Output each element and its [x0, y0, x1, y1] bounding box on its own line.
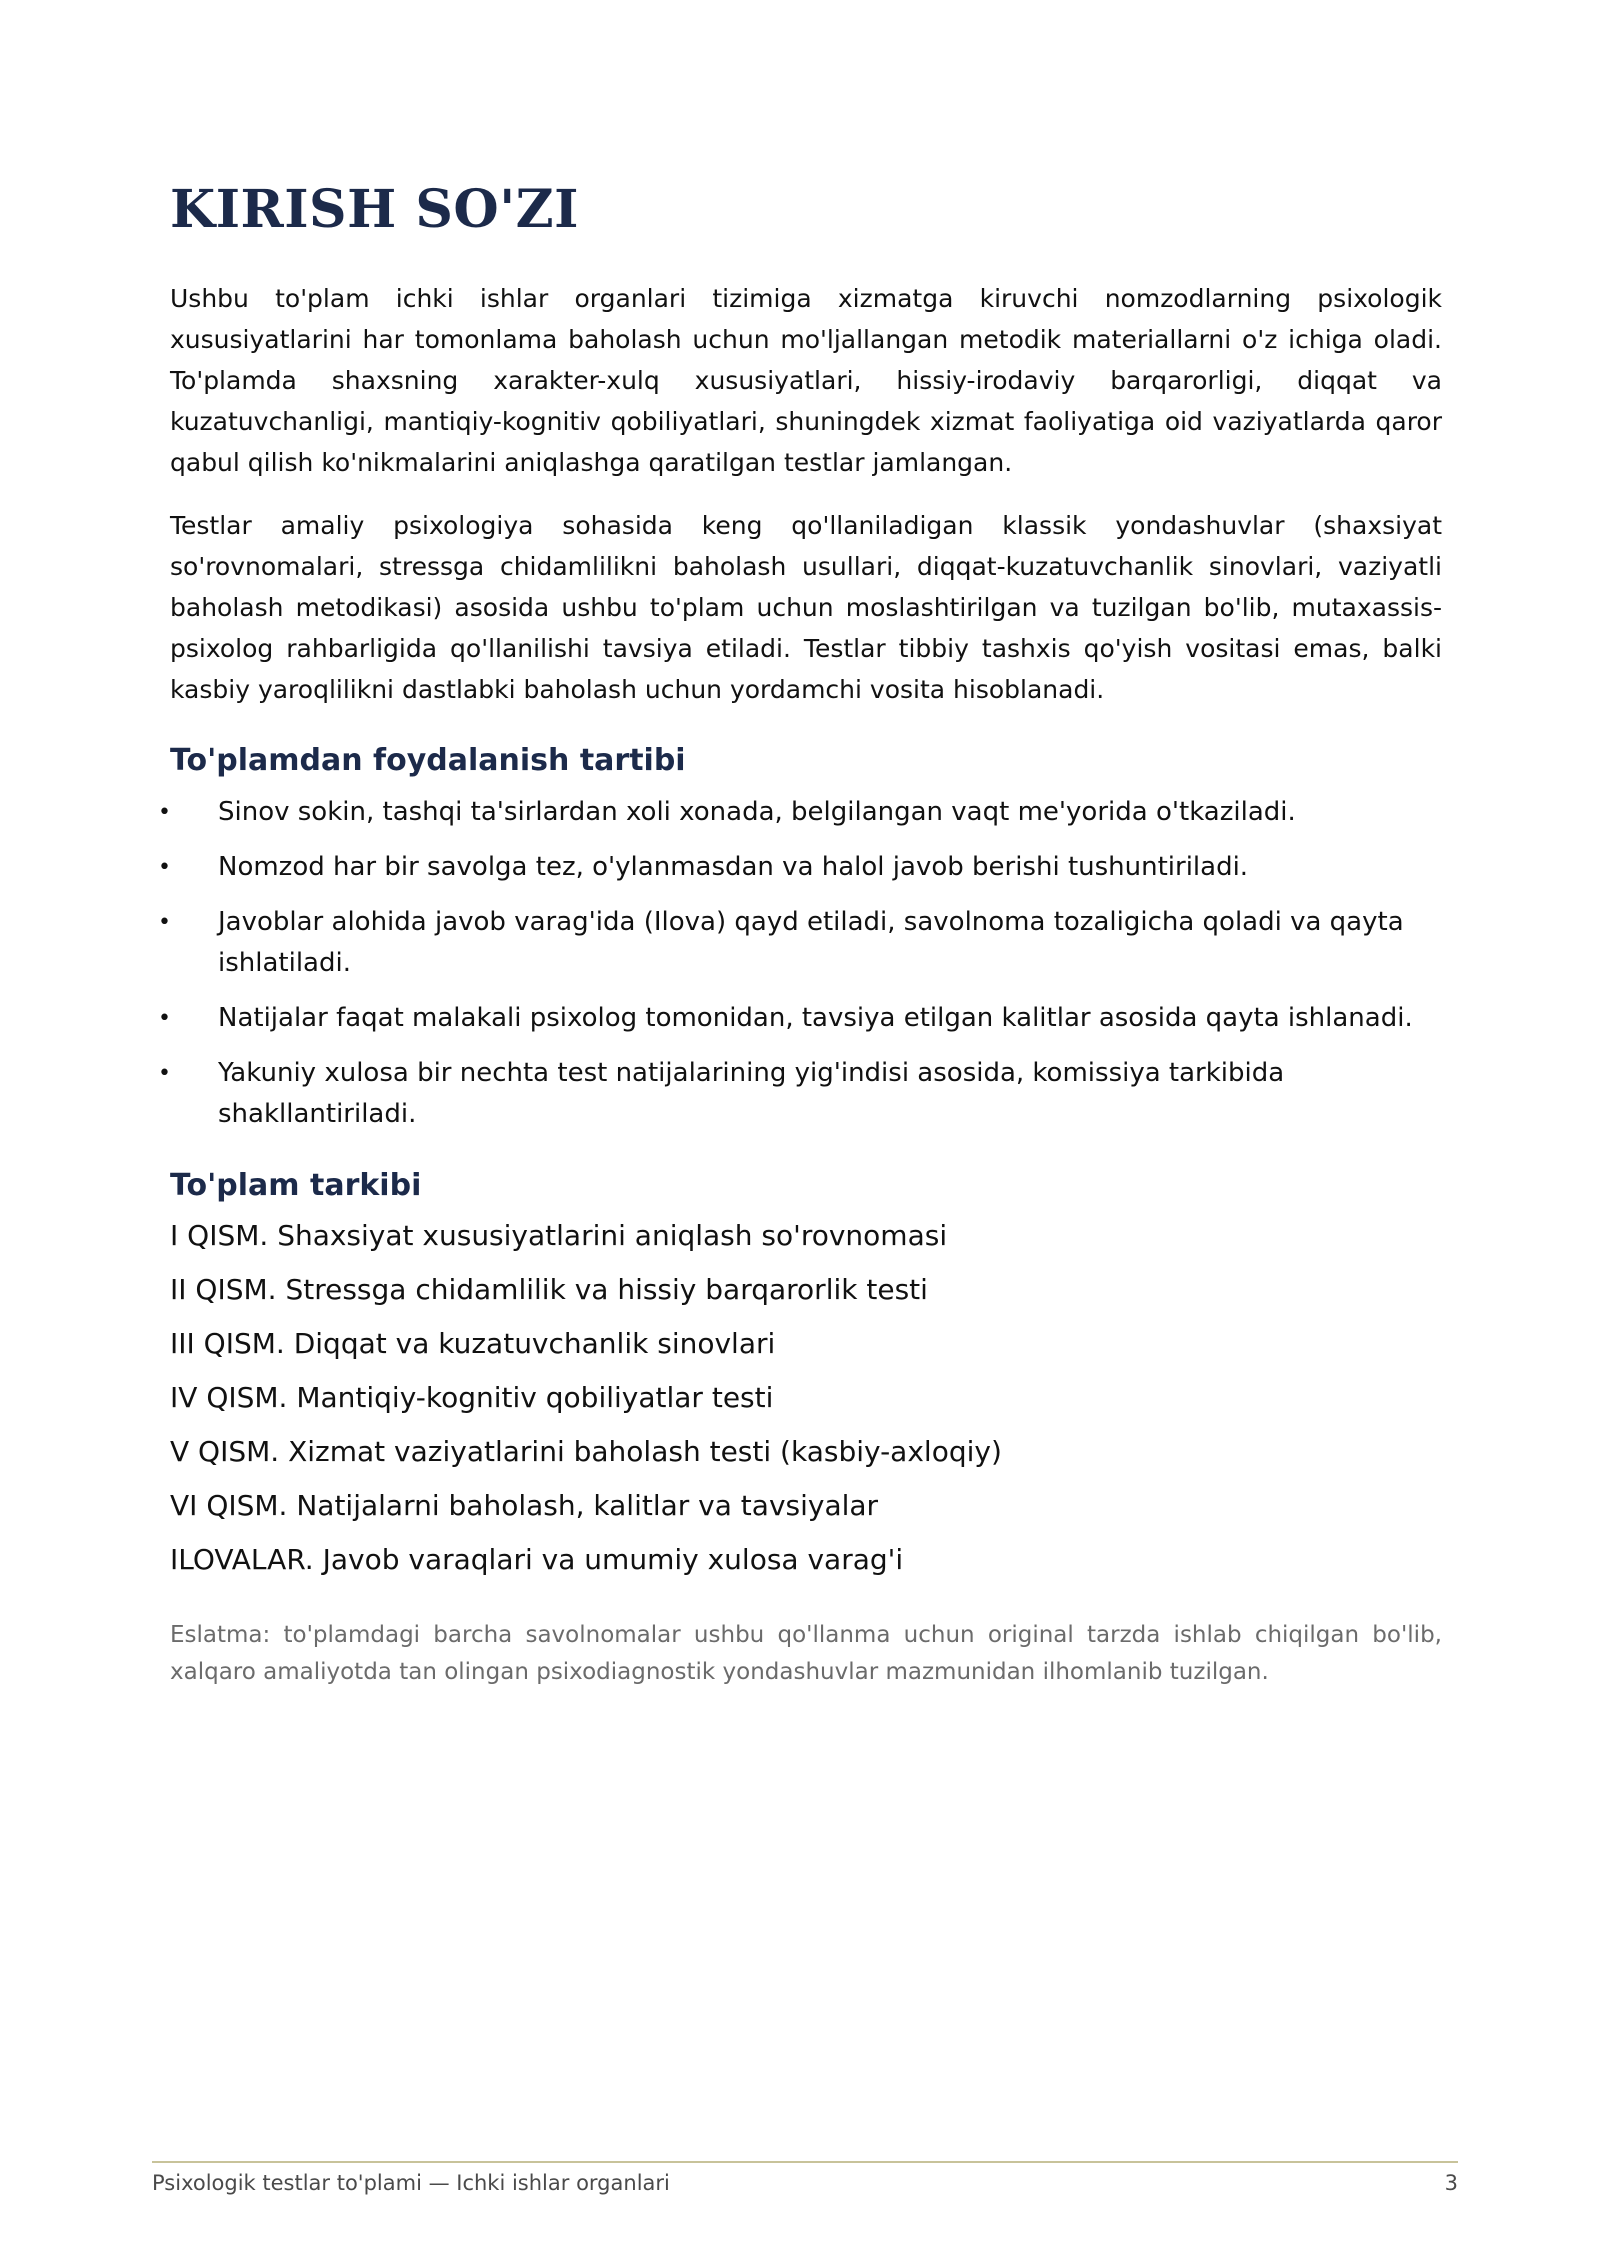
page-title: KIRISH SO'ZI	[170, 179, 579, 240]
usage-list-item	[158, 902, 1442, 984]
usage-heading: To'plamdan foydalanish tartibi	[170, 743, 686, 778]
usage-list	[158, 792, 1442, 1135]
contents-part-5: V QISM. Xizmat vaziyatlarini baholash testi (kasbiy-axloqiy)	[170, 1435, 1002, 1468]
usage-list-item	[158, 792, 1442, 833]
usage-item-text: Nomzod har bir savolga tez, o'ylanmasdan va halol javob berishi tushuntiriladi.	[218, 852, 1249, 882]
usage-item-text: Javoblar alohida javob varag'ida (Ilova) qayd etiladi, savolnoma tozaligicha qoladi va qayta ishlatiladi.	[218, 907, 1404, 978]
usage-item-text: Natijalar faqat malakali psixolog tomonidan, tavsiya etilgan kalitlar asosida qayta ishlanadi.	[218, 1003, 1413, 1033]
usage-list-item	[158, 998, 1442, 1039]
contents-part-3: III QISM. Diqqat va kuzatuvchanlik sinovlari	[170, 1327, 776, 1360]
usage-item-text: Yakuniy xulosa bir nechta test natijalarining yig'indisi asosida, komissiya tarkibida shakllantiriladi.	[218, 1058, 1285, 1129]
page-content	[158, 179, 1442, 1691]
bullet-icon: •	[158, 1061, 171, 1086]
contents-part-6: VI QISM. Natijalarni baholash, kalitlar va tavsiyalar	[170, 1489, 879, 1522]
page-number: 3	[1444, 2171, 1458, 2195]
bullet-icon: •	[158, 910, 171, 935]
contents-part-4: IV QISM. Mantiqiy-kognitiv qobiliyatlar testi	[170, 1381, 774, 1414]
usage-list-item	[158, 1053, 1442, 1135]
contents-appendices: ILOVALAR. Javob varaqlari va umumiy xulosa varag'i	[170, 1543, 904, 1576]
usage-list-item	[158, 847, 1442, 888]
contents-list	[170, 1217, 1442, 1579]
usage-item-text: Sinov sokin, tashqi ta'sirlardan xoli xonada, belgilangan vaqt me'yorida o'tkaziladi.	[218, 797, 1296, 827]
page-footer	[152, 2161, 1458, 2197]
contents-part-1: I QISM. Shaxsiyat xususiyatlarini aniqlash so'rovnomasi	[170, 1219, 948, 1252]
bullet-icon: •	[158, 855, 171, 880]
bullet-icon: •	[158, 800, 171, 825]
footer-title: Psixologik testlar to'plami — Ichki ishlar organlari	[152, 2171, 670, 2195]
contents-heading: To'plam tarkibi	[170, 1168, 422, 1203]
note-paragraph: Eslatma: to'plamdagi barcha savolnomalar ushbu qo'llanma uchun original tarzda ishlab chiqilgan bo'lib, xalqaro amaliyotda tan olingan psixodiagnostik yondashuvlar mazmunidan ilhomlanib tuzilgan.	[170, 1622, 1442, 1685]
intro-paragraph-1: Ushbu to'plam ichki ishlar organlari tizimiga xizmatga kiruvchi nomzodlarning psixologik xususiyatlarini har tomonlama baholash uchun mo'ljallangan metodik materiallarni o'z ichiga oladi. To'plamda shaxsning xarakter-xulq xususiyatlari, hissiy-irodaviy barqarorligi, diqqat va kuzatuvchanligi, mantiqiy-kognitiv qobiliyatlari, shuningdek xizmat faoliyatiga oid vaziyatlarda qaror qabul qilish ko'nikmalarini aniqlashga qaratilgan testlar jamlangan.	[170, 284, 1442, 477]
intro-paragraph-2: Testlar amaliy psixologiya sohasida keng qo'llaniladigan klassik yondashuvlar (shaxsiyat so'rovnomalari, stressga chidamlilikni baholash usullari, diqqat-kuzatuvchanlik sinovlari, vaziyatli baholash metodikasi) asosida ushbu to'plam uchun moslashtirilgan va tuzilgan bo'lib, mutaxassis-psixolog rahbarligida qo'llanilishi tavsiya etiladi. Testlar tibbiy tashxis qo'yish vositasi emas, balki kasbiy yaroqlilikni dastlabki baholash uchun yordamchi vosita hisoblanadi.	[170, 511, 1442, 704]
contents-part-2: II QISM. Stressga chidamlilik va hissiy barqarorlik testi	[170, 1273, 928, 1306]
bullet-icon: •	[158, 1006, 171, 1031]
